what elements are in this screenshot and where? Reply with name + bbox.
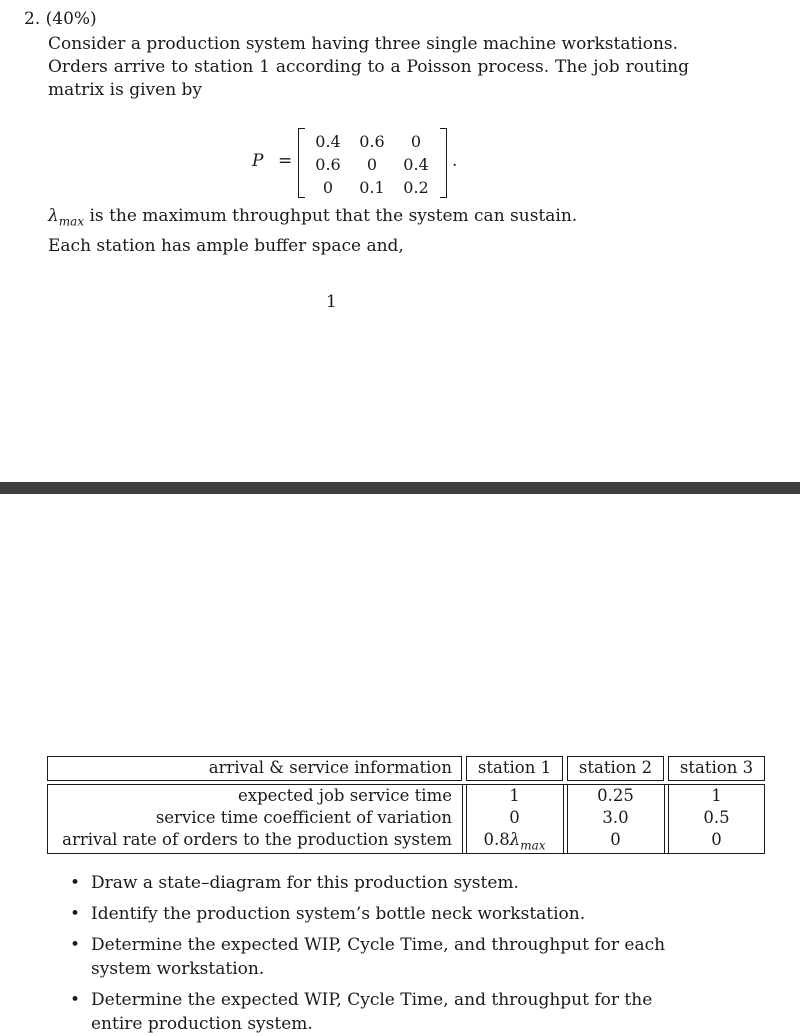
task-text: Draw a state–diagram for this production system. bbox=[91, 873, 519, 893]
matrix-cell: 0.1 bbox=[359, 178, 385, 197]
bullet: • bbox=[70, 935, 81, 955]
matrix-row bbox=[306, 130, 438, 153]
table-cell: 0 bbox=[610, 830, 621, 849]
lambda-symbol: λ bbox=[48, 206, 59, 226]
table-cell: 0 bbox=[711, 830, 722, 849]
left-bracket bbox=[298, 128, 305, 198]
problem-intro bbox=[48, 33, 689, 102]
table-cell: 1 bbox=[711, 786, 722, 805]
column-divider bbox=[664, 784, 665, 854]
matrix-cell: 0 bbox=[366, 155, 378, 174]
lambda-text: is the maximum throughput that the system can sustain. bbox=[84, 206, 578, 226]
header-station-label: station 1 bbox=[477, 758, 552, 777]
row-label: service time coefficient of variation bbox=[155, 808, 452, 827]
task-text: Identify the production system’s bottle neck workstation. bbox=[91, 904, 586, 924]
arrival-lambda-symbol: λ bbox=[509, 830, 521, 849]
intro-line: Consider a production system having three single machine workstations. bbox=[48, 34, 679, 54]
matrix-row bbox=[306, 153, 438, 176]
table-cell-arrival-rate bbox=[466, 829, 563, 856]
task-text: Determine the expected WIP, Cycle Time, and throughput for each system workstation. bbox=[91, 935, 666, 979]
list-item bbox=[70, 871, 690, 895]
table-cell: 1 bbox=[509, 786, 520, 805]
bullet: • bbox=[70, 904, 81, 924]
bullet: • bbox=[70, 873, 81, 893]
matrix-cell: 0.6 bbox=[315, 155, 341, 174]
matrix-row bbox=[306, 176, 438, 199]
task-list bbox=[70, 871, 690, 1036]
matrix-cell: 0 bbox=[410, 132, 422, 151]
list-item bbox=[70, 902, 690, 926]
table-cell: 0.5 bbox=[703, 808, 730, 827]
bullet: • bbox=[70, 990, 81, 1010]
header-station-label: station 2 bbox=[578, 758, 653, 777]
matrix-period: . bbox=[452, 151, 458, 171]
table-cell: 3.0 bbox=[602, 808, 629, 827]
problem-heading: 2. (40%) bbox=[24, 9, 97, 29]
matrix-cell: 0.6 bbox=[359, 132, 385, 151]
routing-matrix bbox=[306, 130, 438, 199]
list-item bbox=[70, 933, 690, 981]
buffer-statement: Each station has ample buffer space and, bbox=[48, 236, 404, 256]
lambda-max-definition bbox=[48, 205, 577, 233]
intro-line: matrix is given by bbox=[48, 80, 203, 100]
matrix-cell: 0 bbox=[322, 178, 334, 197]
matrix-cell: 0.2 bbox=[403, 178, 429, 197]
row-label: arrival rate of orders to the production system bbox=[62, 830, 452, 849]
arrival-lambda-subscript: max bbox=[520, 838, 546, 853]
column-divider bbox=[563, 784, 564, 854]
matrix-label: P bbox=[252, 151, 264, 171]
equals-sign: = bbox=[278, 151, 293, 171]
page-separator bbox=[0, 482, 800, 494]
table-cell: 0 bbox=[509, 808, 520, 827]
lambda-subscript: max bbox=[58, 214, 85, 229]
header-info-label: arrival & service information bbox=[208, 758, 452, 777]
matrix-cell: 0.4 bbox=[403, 155, 429, 174]
arrival-coefficient: 0.8 bbox=[483, 830, 510, 849]
page-number: 1 bbox=[326, 292, 337, 312]
task-text: Determine the expected WIP, Cycle Time, and throughput for the entire production system. bbox=[91, 990, 653, 1034]
list-item bbox=[70, 988, 690, 1036]
column-divider bbox=[462, 784, 463, 854]
right-bracket bbox=[440, 128, 447, 198]
header-station-label: station 3 bbox=[679, 758, 754, 777]
matrix-cell: 0.4 bbox=[315, 132, 341, 151]
intro-line: Orders arrive to station 1 according to a Poisson process. The job routing bbox=[48, 57, 689, 77]
row-label: expected job service time bbox=[238, 786, 452, 805]
table-cell: 0.25 bbox=[597, 786, 634, 805]
